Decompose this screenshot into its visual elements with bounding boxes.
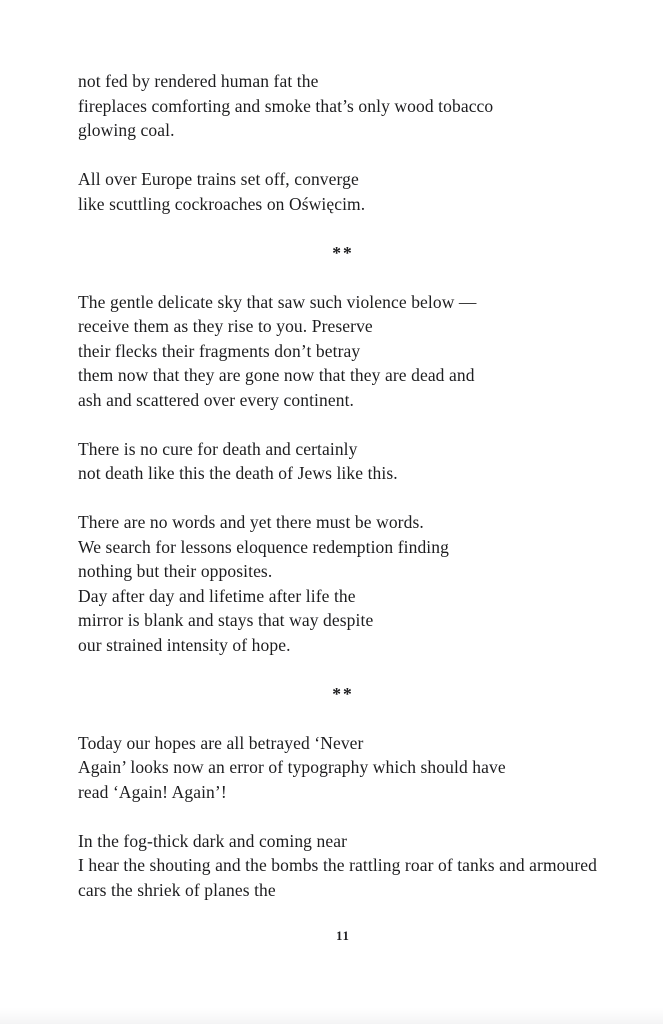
poem-line: not fed by rendered human fat the [78,71,319,91]
stanza [78,829,608,903]
stanza [78,437,608,486]
poem-line: cars the shriek of planes the [78,879,276,900]
poem-line: I hear the shouting and the bombs the rattling roar of tanks and armoured [78,855,598,875]
section-separator: ** [332,683,354,704]
page-number: 11 [336,929,350,943]
stanza [78,731,608,805]
poem-line: not death like this the death of Jews like this. [78,463,398,483]
poem-line: mirror is blank and stays that way despite [78,610,374,630]
poem-line: In the fog-thick dark and coming near [78,830,348,851]
section-separator: ** [332,242,354,263]
stanza [78,290,608,413]
poem-line: We search for lessons eloquence redemption finding [78,536,449,557]
stanza [78,510,608,657]
poem-line: our strained intensity of hope. [78,634,291,655]
poem-line: their flecks their fragments don’t betray [78,340,361,361]
poem-line: receive them as they rise to you. Preserve [78,316,373,336]
poem-line: Today our hopes are all betrayed ‘Never [78,732,364,753]
stanza [78,69,608,143]
poem-line: All over Europe trains set off, converge [78,169,359,189]
page-bottom-edge [0,1008,663,1024]
poem-line: read ‘Again! Again’! [78,781,227,802]
poem-line: Day after day and lifetime after life the [78,585,356,606]
poem-line: nothing but their opposites. [78,561,273,581]
poem-line: fireplaces comforting and smoke that’s only wood tobacco [78,95,494,116]
poem-line: The gentle delicate sky that saw such violence below — [78,291,477,312]
poem-text-column [78,69,608,902]
poem-line: them now that they are gone now that they are dead and [78,365,475,385]
poem-line: ash and scattered over every continent. [78,389,355,410]
poem-line: There are no words and yet there must be words. [78,512,424,532]
poem-line: Again’ looks now an error of typography which should have [78,757,506,777]
poem-line: glowing coal. [78,120,175,140]
poem-line: There is no cure for death and certainly [78,438,358,459]
poem-line: like scuttling cockroaches on Oświęcim. [78,193,366,214]
stanza [78,167,608,216]
